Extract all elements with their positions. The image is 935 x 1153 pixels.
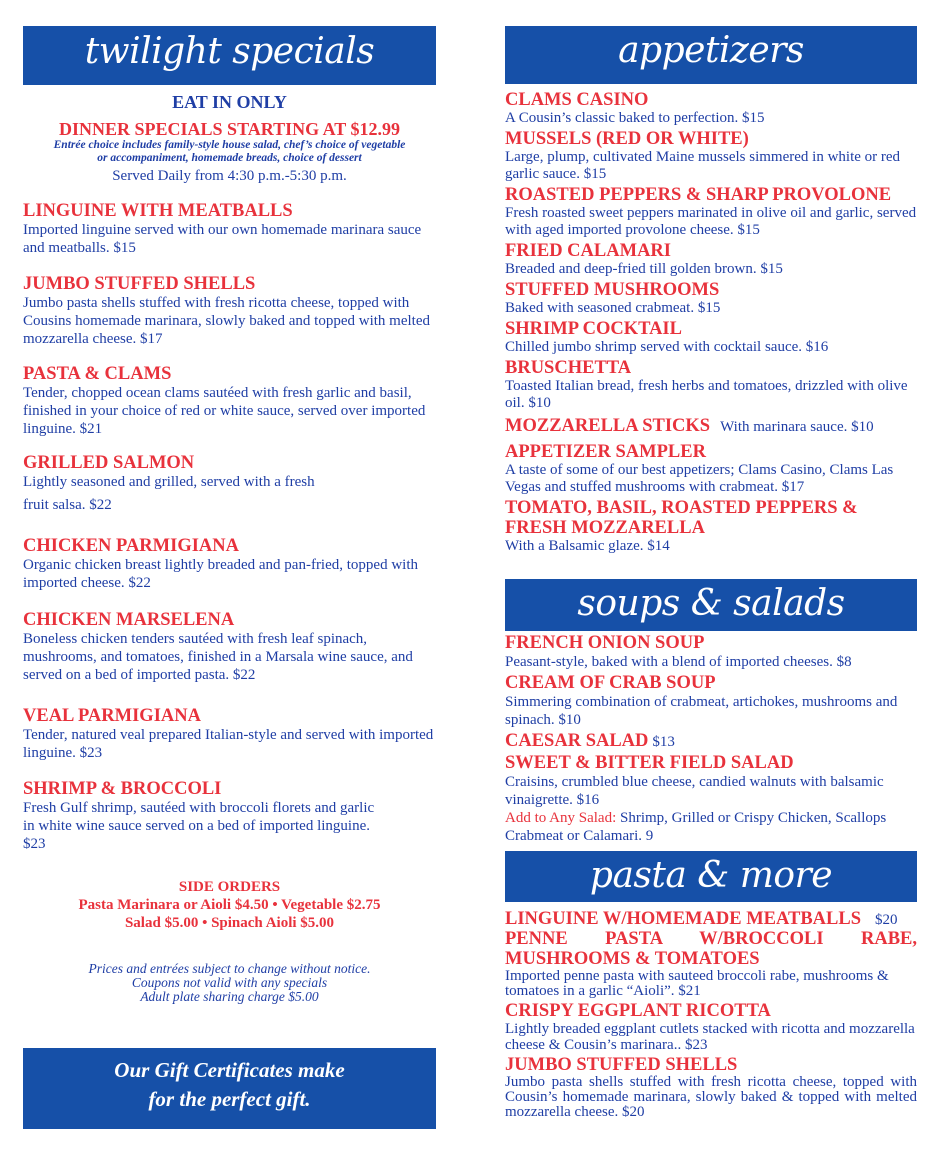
menu-item-title: VEAL PARMIGIANA: [23, 706, 201, 726]
menu-item-price: $13: [652, 734, 675, 750]
menu-item-title: CAESAR SALAD: [505, 731, 649, 751]
menu-item: [505, 1001, 917, 1053]
menu-item: [23, 453, 436, 514]
menu-item-title: CREAM OF CRAB SOUP: [505, 673, 716, 693]
menu-item-title: CRISPY EGGPLANT RICOTTA: [505, 1001, 771, 1021]
menu-item-title: TOMATO, BASIL, ROASTED PEPPERS & FRESH MOZZARELLA: [505, 498, 858, 538]
menu-item: [23, 364, 436, 438]
menu-item-description: Large, plump, cultivated Maine mussels simmered in white or red garlic sauce. $15: [505, 149, 901, 182]
menu-item: [23, 610, 436, 684]
menu-item-title: GRILLED SALMON: [23, 453, 195, 473]
pasta-more-heading: pasta & more: [589, 855, 833, 896]
menu-item-description: Imported penne pasta with sauteed broccoli rabe, mushrooms & tomatoes in a garlic “Aioli”. $21: [505, 968, 889, 999]
menu-item-description: Boneless chicken tenders sautéed with fresh leaf spinach, mushrooms, and tomatoes, finished in a Marsala wine sauce, and served on a bed of imported pasta. $22: [23, 631, 413, 683]
salad-add-ons-label: Add to Any Salad:: [505, 810, 617, 826]
menu-item: [505, 280, 917, 317]
side-orders-heading: SIDE ORDERS: [178, 879, 281, 895]
disclaimer-line-2: Coupons not valid with any specials: [131, 975, 328, 990]
menu-item-description: fruit salsa. $22: [23, 497, 112, 513]
menu-item: [505, 731, 917, 751]
menu-item-title: SHRIMP COCKTAIL: [505, 319, 682, 339]
menu-item-title: MOZZARELLA STICKS: [505, 416, 711, 436]
side-orders-line-1: Pasta Marinara or Aioli $4.50 • Vegetable $2.75: [78, 897, 381, 913]
entree-note-line-2: or accompaniment, homemade breads, choice of dessert: [97, 152, 362, 164]
menu-item-description: Breaded and deep-fried till golden brown. $15: [505, 261, 783, 277]
menu-item-description: Fresh Gulf shrimp, sautéed with broccoli florets and garlic in white wine sauce served on a bed of imported linguine. $23: [23, 800, 375, 852]
menu-item: [505, 416, 917, 436]
menu-item: [505, 633, 917, 671]
menu-item-title: PENNE PASTA W/BROCCOLI RABE, MUSHROOMS & TOMATOES: [505, 929, 917, 969]
soups-salads-heading: soups & salads: [577, 583, 845, 624]
gift-certificate-box: [23, 1048, 436, 1129]
salad-add-ons-text: Shrimp, Grilled or Crispy Chicken, Scallops Crabmeat or Calamari. 9: [505, 810, 887, 844]
disclaimer: [23, 962, 436, 1004]
menu-item-title: ROASTED PEPPERS & SHARP PROVOLONE: [505, 185, 892, 205]
menu-item-title: APPETIZER SAMPLER: [505, 442, 706, 462]
disclaimer-line-1: Prices and entrées subject to change without notice.: [88, 961, 371, 976]
menu-item-description: Tender, natured veal prepared Italian-style and served with imported linguine. $23: [23, 727, 434, 761]
menu-item: [505, 442, 917, 496]
menu-item-title: FRENCH ONION SOUP: [505, 633, 705, 653]
menu-item-title: CHICKEN PARMIGIANA: [23, 536, 240, 556]
menu-item: [23, 201, 436, 257]
menu-item-description: Imported linguine served with our own homemade marinara sauce and meatballs. $15: [23, 222, 422, 256]
menu-item-title: STUFFED MUSHROOMS: [505, 280, 720, 300]
menu-item-title: SHRIMP & BROCCOLI: [23, 779, 222, 799]
menu-item: [23, 706, 436, 762]
disclaimer-line-3: Adult plate sharing charge $5.00: [140, 989, 319, 1004]
entree-note-line-1: Entrée choice includes family-style house salad, chef’s choice of vegetable: [53, 139, 406, 151]
entree-note: [23, 139, 436, 165]
appetizer-list: [505, 90, 917, 555]
menu-item: [23, 536, 436, 592]
menu-item: [505, 90, 917, 127]
menu-item-description: Baked with seasoned crabmeat. $15: [505, 300, 721, 316]
menu-item: [505, 319, 917, 356]
menu-item: [23, 779, 383, 853]
twilight-specials-heading: twilight specials: [84, 31, 375, 72]
side-orders: [23, 878, 436, 932]
menu-item-description: A Cousin’s classic baked to perfection. $15: [505, 110, 765, 126]
pasta-more-list: [505, 909, 917, 1120]
menu-item-description: Chilled jumbo shrimp served with cocktail sauce. $16: [505, 339, 829, 355]
menu-item-price: $20: [875, 912, 898, 928]
menu-item: [505, 1055, 917, 1120]
appetizers-heading: appetizers: [618, 30, 804, 71]
dinner-specials-starting: DINNER SPECIALS STARTING AT $12.99: [59, 119, 400, 139]
menu-item-title: PASTA & CLAMS: [23, 364, 172, 384]
pasta-more-banner: [505, 851, 917, 902]
menu-item-description: A taste of some of our best appetizers; Clams Casino, Clams Las Vegas and stuffed mushrooms with crabmeat. $17: [505, 462, 894, 495]
menu-item-description: Craisins, crumbled blue cheese, candied walnuts with balsamic vinaigrette. $16: [505, 774, 884, 808]
menu-item-title: LINGUINE WITH MEATBALLS: [23, 201, 293, 221]
menu-item: [505, 909, 917, 929]
menu-item: [505, 929, 917, 999]
menu-item-description: Lightly seasoned and grilled, served with a fresh: [23, 474, 315, 490]
served-hours: Served Daily from 4:30 p.m.-5:30 p.m.: [112, 168, 347, 184]
menu-item-description: Peasant-style, baked with a blend of imported cheeses. $8: [505, 654, 852, 670]
menu-item-description: With a Balsamic glaze. $14: [505, 538, 670, 554]
menu-item-title: MUSSELS (RED OR WHITE): [505, 129, 749, 149]
menu-item: [505, 241, 917, 278]
menu-item-title: JUMBO STUFFED SHELLS: [23, 274, 256, 294]
eat-in-only: EAT IN ONLY: [172, 92, 287, 112]
gift-certificate-line-1: Our Gift Certificates make: [114, 1058, 345, 1082]
menu-item-description: Simmering combination of crabmeat, artichokes, mushrooms and spinach. $10: [505, 694, 898, 728]
soups-salads-banner: [505, 579, 917, 631]
menu-item-description: Jumbo pasta shells stuffed with fresh ricotta cheese, topped with Cousins homemade marinara, slowly baked and topped with melted mozzarella cheese. $17: [23, 295, 430, 347]
menu-item-title: LINGUINE W/HOMEMADE MEATBALLS: [505, 909, 861, 929]
menu-item-description: Organic chicken breast lightly breaded and pan-fried, topped with imported cheese. $22: [23, 557, 419, 591]
menu-item: [505, 129, 917, 183]
menu-item-description: Jumbo pasta shells stuffed with fresh ricotta cheese, topped with Cousin’s homemade marinara, slowly baked & topped with melted mozzarella cheese. $20: [505, 1074, 917, 1120]
menu-item: [23, 274, 436, 348]
menu-item-description: With marinara sauce. $10: [720, 419, 874, 435]
gift-certificate-line-2: for the perfect gift.: [148, 1087, 311, 1111]
menu-item-title: BRUSCHETTA: [505, 358, 632, 378]
side-orders-line-2: Salad $5.00 • Spinach Aioli $5.00: [124, 915, 335, 931]
soups-salads-list: [505, 633, 917, 845]
menu-item: [505, 358, 917, 412]
menu-item-description: Lightly breaded eggplant cutlets stacked with ricotta and mozzarella cheese & Cousin’s marinara.. $23: [505, 1021, 915, 1053]
menu-item-title: CHICKEN MARSELENA: [23, 610, 235, 630]
appetizers-banner: [505, 26, 917, 84]
twilight-specials-banner: [23, 26, 436, 85]
menu-item-title: CLAMS CASINO: [505, 90, 649, 110]
salad-add-ons: [505, 809, 917, 845]
menu-item-description: Fresh roasted sweet peppers marinated in olive oil and garlic, served with aged imported provolone cheese. $15: [505, 205, 917, 238]
menu-item-description: Toasted Italian bread, fresh herbs and tomatoes, drizzled with olive oil. $10: [505, 378, 908, 411]
menu-item: [505, 753, 917, 809]
menu-item-title: FRIED CALAMARI: [505, 241, 671, 261]
menu-item: [505, 185, 917, 239]
menu-item-title: JUMBO STUFFED SHELLS: [505, 1055, 738, 1075]
menu-item: [505, 498, 917, 555]
menu-item: [505, 673, 917, 729]
menu-item-description: Tender, chopped ocean clams sautéed with fresh garlic and basil, finished in your choice of red or white sauce, served over imported linguine. $21: [23, 385, 426, 437]
menu-item-title: SWEET & BITTER FIELD SALAD: [505, 753, 794, 773]
